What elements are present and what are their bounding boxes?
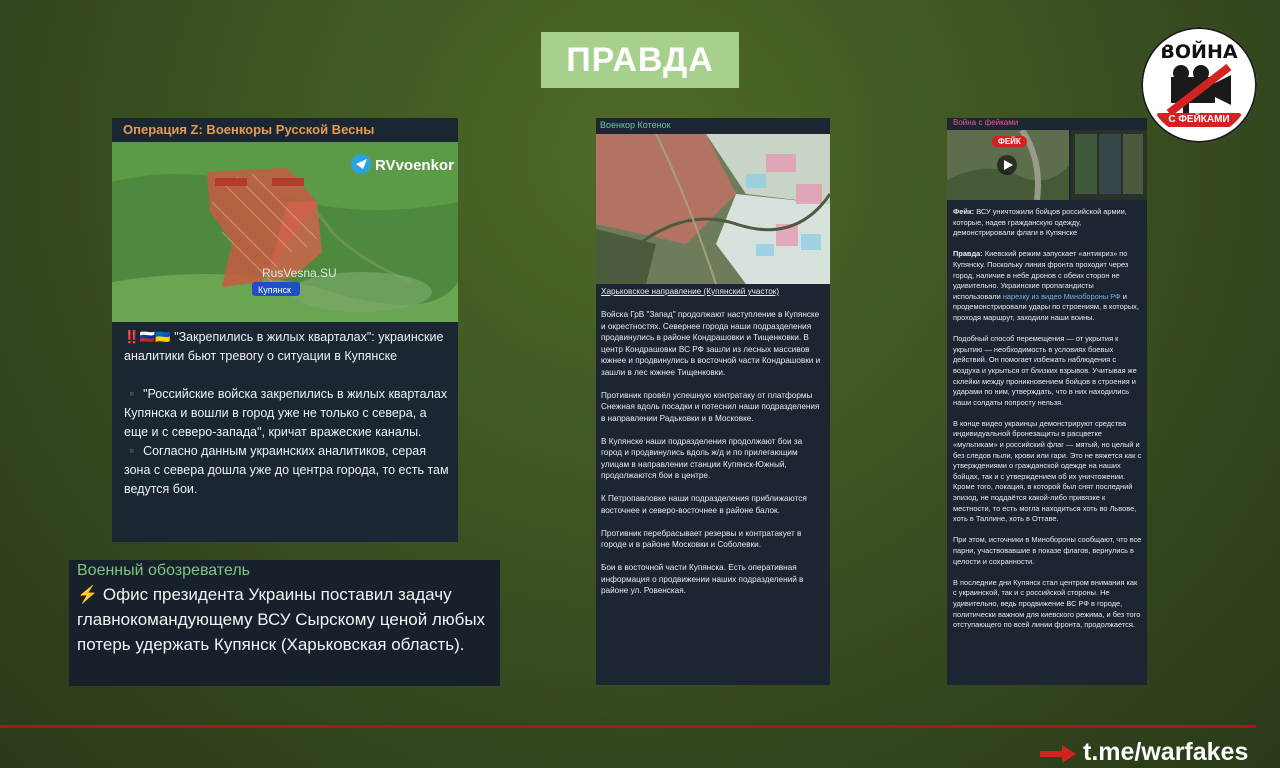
flags-emoji: ‼️🇷🇺🇺🇦 [124, 330, 171, 344]
post-text: Офис президента Украины поставил задачу главнокомандующему ВСУ Сырскому ценой любых потерь удержать Купянск (Харьковская область). [77, 585, 486, 654]
map-site: RusVesna.SU [262, 266, 337, 280]
post-body [124, 328, 452, 499]
map-watermark: RVvoenkor [375, 157, 454, 174]
bullet-icon: ▪️ [124, 387, 140, 401]
video-thumbnails [947, 130, 1147, 200]
paragraph-text: "Российские войска закрепились в жилых кварталах Купянска и вошли в город уже не только с севера, а еще и с северо-запада", кричат вражеские каналы. [124, 387, 448, 439]
fake-text: ВСУ уничтожили бойцов российской армии, которые, надев гражданскую одежду, демонстрировали флаги в Купянске [953, 207, 1127, 238]
post-video-collage[interactable] [947, 130, 1147, 200]
post-paragraph: При этом, источники в Минобороны сообщают, что все парни, участвовавшие в показе флагов, вернулись в целости и сохранности. [953, 535, 1142, 566]
map-city-label: Купянск [258, 285, 291, 295]
post-channel-name[interactable]: Военкор Котенок [600, 120, 671, 130]
paragraph-text: Согласно данным украинских аналитиков, серая зона с севера дошла уже до центра города, то есть там ведутся бои. [124, 444, 449, 496]
post-channel-name[interactable]: Война с фейками [953, 118, 1019, 127]
fake-label: Фейк: [953, 207, 975, 216]
headline-text: "Закрепились в жилых кварталах": украинские аналитики бьют тревогу о ситуации в Купянске [124, 330, 444, 363]
arrow-right-icon [1040, 745, 1076, 763]
post-paragraph: Войска ГрВ "Запад" продолжают наступление в Купянске и окрестностях. Севернее города наши подразделения продвинулись в районе Кондрашовки и Тищенковки. В центр Кондрашовки ВС РФ зашли из лесных массивов южнее и продвинулись в восточной части Кондрашовки и зашли в лес южнее Тищенковки. [601, 310, 821, 377]
logo-top-text: ВОЙНА [1160, 41, 1238, 63]
post-paragraph: К Петропавловке наши подразделения приближаются восточнее и северо-восточнее в районе балок. [601, 494, 807, 515]
post-headline [124, 328, 452, 366]
logo-bottom-text: С ФЕЙКАМИ [1157, 113, 1241, 127]
camera-icon [1165, 63, 1235, 115]
post-paragraph [124, 442, 452, 499]
logo-inner [1147, 33, 1251, 137]
truth-text-1: Киевский режим запускает «антикриз» по Купянску. Поскольку линия фронта проходит через город, наличие в небе дронов с обеих сторон не удивительно. Украинские пропагандисты использовали [953, 249, 1129, 301]
post-paragraph: Подобный способ перемещения — от укрытия к укрытию — необходимость в условиях боевых действий. Он помогает избежать наблюдения с воздуха и укрыться от близких взрывов. Учитывая же склейки между проникновением бойцов в строения и ударами по ним, утверждать, что в них находились наши солдаты попросту нельзя. [953, 334, 1137, 407]
post-voennyi-obozrevatel [69, 560, 500, 686]
page-title [541, 32, 739, 88]
truth-claim [953, 249, 1143, 323]
post-voenkor-kotenok [596, 118, 830, 685]
satellite-graphic [596, 134, 830, 284]
map-graphic [112, 142, 458, 322]
post-channel-name[interactable]: Операция Z: Военкоры Русской Весны [123, 122, 375, 137]
truth-label: Правда: [953, 249, 983, 259]
post-voina-s-feikami [947, 118, 1147, 685]
post-paragraph: Бои в восточной части Купянска. Есть оперативная информация о продвижении наших подразделений в районе ул. Ровенская. [601, 563, 804, 595]
bullet-icon: ▪️ [124, 444, 140, 458]
post-rusvesna [112, 118, 458, 542]
post-paragraph: Противник провёл успешную контратаку от платформы Снежная вдоль посадки и потеснил наши подразделения в направлении Радьковки и в Московке. [601, 390, 820, 423]
post-heading[interactable]: Харьковское направление (Купянский участок) [601, 287, 780, 296]
telegram-link[interactable]: t.me/warfakes [1083, 738, 1249, 766]
divider-line [0, 725, 1256, 728]
post-body [601, 286, 825, 608]
post-body [953, 207, 1143, 641]
post-paragraph: В последние дни Купянск стал центром внимания как с украинской, так и с российской стороны. Не удивительно, ведь продвижение ВС РФ в городе, политически важном для киевского режима, и без того отступающего по всей линии фронта, продолжается. [953, 577, 1141, 630]
post-paragraph [124, 385, 452, 442]
post-channel-name[interactable]: Военный обозреватель [77, 562, 250, 579]
truth-text-2: и продемонстрировали удары по строениям, в которых, проходя маршрут, заходили наши воины. [953, 291, 1139, 322]
fake-claim [953, 207, 1143, 239]
post-body [69, 580, 500, 657]
post-paragraph: В Купянске наши подразделения продолжают бои за город и продвинулись вдоль ж/д и по прилегающим улицам в направлении станции Купянск-Южный, продолжаются бои в центре. [601, 436, 803, 480]
page-title-text: ПРАВДА [566, 40, 714, 79]
post-paragraph: Противник перебрасывает резервы и контратакует в городе и в районе Московки и Соболевки. [601, 528, 802, 549]
fake-badge: ФЕЙК [992, 136, 1027, 147]
video-link[interactable]: нарезку из видео Минобороны РФ [1002, 291, 1121, 301]
channel-logo[interactable] [1141, 27, 1257, 143]
lightning-icon: ⚡️ [77, 585, 99, 604]
post-satellite-map[interactable] [596, 134, 830, 300]
post-paragraph: В конце видео украинцы демонстрируют средства индивидуальной бронезащиты в расцветке «мультикам» и российский флаг — мятый, но целый и без следов пыли, крови или гари. Это не вяжется как с утверждениями о гражданской одежде на наших бойцах, так и с утверждением об их уничтожении. Кроме того, локация, в которой был снят последний эпизод, не поддаётся какой-либо привязке к местности, то есть могла находиться хоть во Львове, хоть в Таллине, хоть в Оттаве. [953, 418, 1142, 524]
post-map-image[interactable] [112, 142, 458, 322]
